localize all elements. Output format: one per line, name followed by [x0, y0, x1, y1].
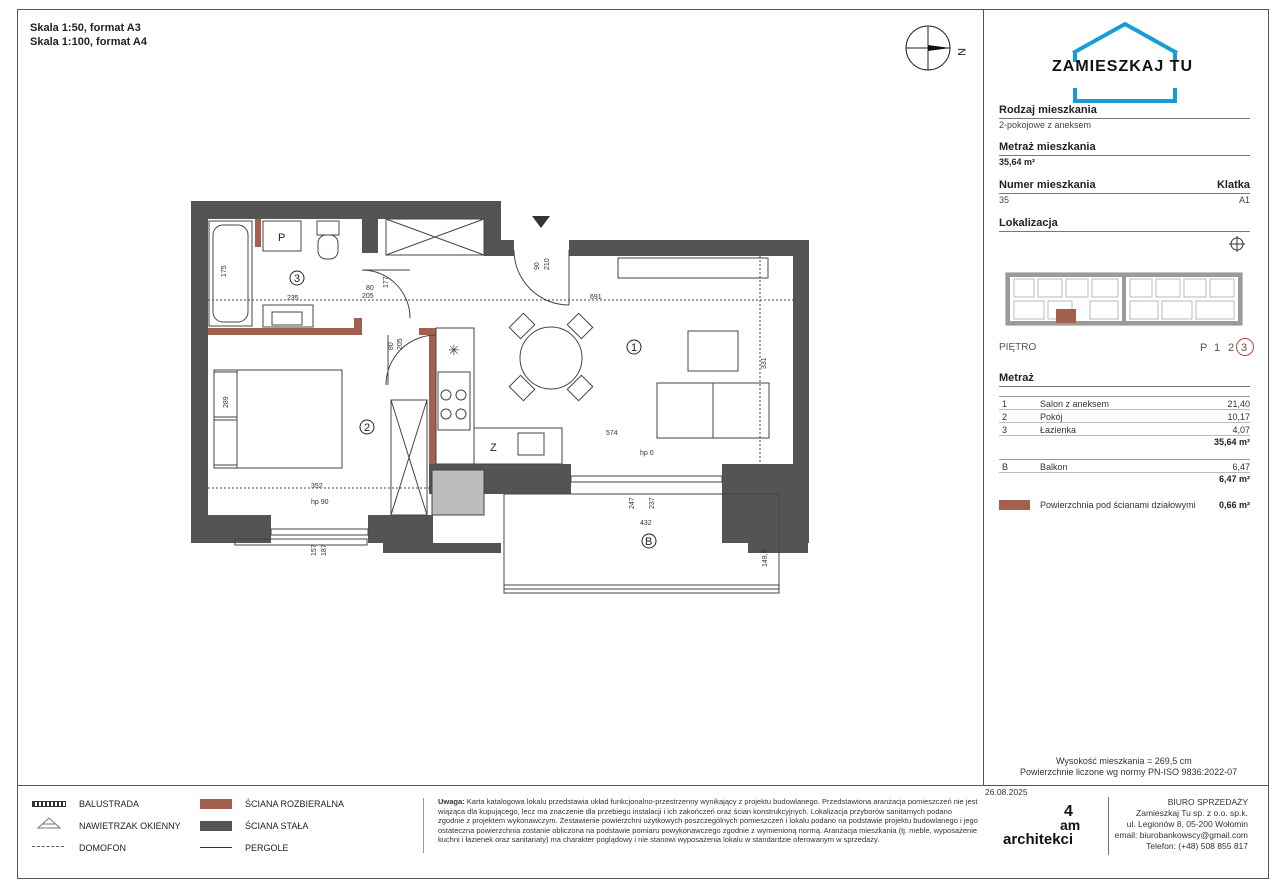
metraz-row-name: Pokój: [1040, 412, 1063, 422]
svg-text:80: 80: [366, 285, 374, 292]
room-number-3: 3: [294, 273, 301, 285]
legend-sciana-rozbieralna: ŚCIANA ROZBIERALNA: [245, 799, 345, 809]
metraz-total: 35,64 m²: [1213, 437, 1250, 447]
partition-swatch: [999, 500, 1030, 510]
svg-text:331: 331: [761, 357, 768, 369]
svg-text:432: 432: [640, 520, 652, 527]
height-note: Wysokość mieszkania = 269,5 cm: [1056, 756, 1192, 766]
norm-note: Powierzchnie liczone wg normy PN-ISO 9836:2022-07: [1020, 767, 1238, 777]
compass-north-label: N: [955, 48, 967, 56]
legend-pergole: PERGOLE: [245, 843, 289, 853]
label-p: P: [278, 232, 286, 244]
cooktop-fan-icon: ✳: [448, 342, 460, 358]
partition-value: 0,66 m²: [1218, 500, 1250, 510]
room-number-b: B: [645, 536, 653, 548]
svg-text:149,5: 149,5: [762, 549, 769, 567]
legend-sciana-stala: ŚCIANA STAŁA: [245, 821, 309, 831]
floor-1: 1: [1214, 342, 1221, 354]
svg-text:177: 177: [383, 276, 390, 288]
label-z: Z: [490, 442, 497, 454]
legend-nawietrzak: NAWIETRZAK OKIENNY: [79, 821, 181, 831]
metraz-row-name: Łazienka: [1040, 425, 1077, 435]
partition-label: Powierzchnia pod ścianami działowymi: [1040, 500, 1196, 510]
sales-phone: Telefon: (+48) 508 855 817: [1146, 841, 1248, 851]
stair-label: Klatka: [1216, 179, 1250, 191]
location-label: Lokalizacja: [999, 217, 1058, 229]
info-panel: ZAMIESZKAJ TU Rodzaj mieszkania 2-pokojowe z aneksem Metraż mieszkania 35,64 m² Numer mieszkania Klatka 35 A1 Lokalizacja PIĘTRO P 1 2 3 Metraż 1 Salon z aneksem 21,40 2 Pokój 10,17 3 Łazienka 4,07 35,64 m² B Balkon 6,47 6,47 m² Powierzchnia pod ścianami działowymi 0,66 m² Wysokość mieszkania = 269,5 cm Powierzchnie liczone wg normy PN-ISO 9836:2022-07: [983, 9, 1270, 785]
brand-name: ZAMIESZKAJ TU: [1052, 58, 1193, 75]
area-value: 35,64 m²: [999, 157, 1036, 167]
area-label: Metraż mieszkania: [999, 141, 1096, 153]
svg-text:574: 574: [606, 430, 618, 437]
legend-balustrada: BALUSTRADA: [79, 799, 140, 809]
svg-text:235: 235: [287, 295, 299, 302]
metraz-row-name: Salon z aneksem: [1040, 399, 1110, 409]
svg-text:175: 175: [221, 265, 228, 277]
floor-label: PIĘTRO: [999, 342, 1037, 353]
room-number-2: 2: [364, 422, 371, 434]
type-label: Rodzaj mieszkania: [999, 104, 1097, 116]
entrance-marker-icon: [532, 216, 550, 228]
number-value: 35: [999, 195, 1010, 205]
compass-icon: [906, 26, 950, 70]
floor-p: P: [1200, 342, 1208, 354]
stair-value: A1: [1238, 195, 1250, 205]
scale-a4: Skala 1:100, format A4: [30, 36, 147, 48]
sales-email: email: biurobankowscy@gmail.com: [1114, 830, 1248, 840]
floor-3-current: 3: [1241, 342, 1248, 354]
type-value: 2-pokojowe z aneksem: [999, 120, 1092, 130]
svg-text:205: 205: [397, 338, 404, 350]
apartment-highlight: [1056, 309, 1076, 323]
disclaimer: Uwaga: Karta katalogowa lokalu przedstawia układ funkcjonalno-przestrzenny wynikający z projektu budowlanego. Przedstawiona aranżacja pomieszczeń nie jest wiążąca dla kupującego, lecz ma znaczenie dla przebiegu instalacji i ich zakończeń oraz ścian konstrukcyjnych. Lokalizacja przyborów sanitarnych podano zgodnie z projektem wykonawczym. Zestawienie powierzchni użytkowych poszczególnych pomieszczeń i lokalu podano na podstawie projektu budowlanego i jego ostateczna powierzchnia zostanie obliczona na podstawie pomiaru powykonawczego zgodnie z wymienioną normą. Aranżacja mieszkania (tj. meble, wyposażenie kuchni i łazienek oraz sanitariaty) ma charakter poglądowy i nie stanowi wyposażenia lokalu w standardzie oferowanym w sprzedaży.: [438, 797, 978, 844]
legend-domofon: DOMOFON: [79, 843, 126, 853]
svg-text:210: 210: [544, 258, 551, 270]
svg-text:691: 691: [590, 294, 602, 301]
building-locator-map: [1004, 265, 1244, 331]
svg-text:187: 187: [321, 544, 328, 556]
svg-text:157: 157: [311, 544, 318, 556]
balcony-total: 6,47 m²: [1218, 474, 1250, 484]
svg-text:352: 352: [311, 483, 323, 490]
load-bearing-walls: [191, 201, 809, 553]
number-label: Numer mieszkania: [999, 179, 1096, 191]
metraz-title: Metraż: [999, 372, 1034, 384]
svg-text:237: 237: [649, 497, 656, 509]
svg-text:hp 0: hp 0: [640, 450, 654, 457]
scale-a3: Skala 1:50, format A3: [30, 22, 141, 34]
svg-text:90: 90: [534, 262, 541, 270]
room-number-1: 1: [631, 342, 638, 354]
svg-text:hp 90: hp 90: [311, 499, 329, 506]
svg-text:289: 289: [223, 396, 230, 408]
balcony-name: Balkon: [1040, 462, 1068, 472]
svg-text:205: 205: [362, 293, 374, 300]
sales-office: BIURO SPRZEDAŻY Zamieszkaj Tu sp. z o.o. sp.k. ul. Legionów 8, 05-200 Wołomin email: biurobankowscy@gmail.com Telefon: (+48) 508 855 817: [1114, 797, 1248, 851]
location-compass-icon: [1228, 235, 1246, 253]
vent-icon: [36, 816, 62, 830]
floor-2: 2: [1228, 342, 1235, 354]
svg-text:247: 247: [629, 497, 636, 509]
date: 26.08.2025: [985, 787, 1028, 797]
svg-text:80: 80: [388, 342, 395, 350]
